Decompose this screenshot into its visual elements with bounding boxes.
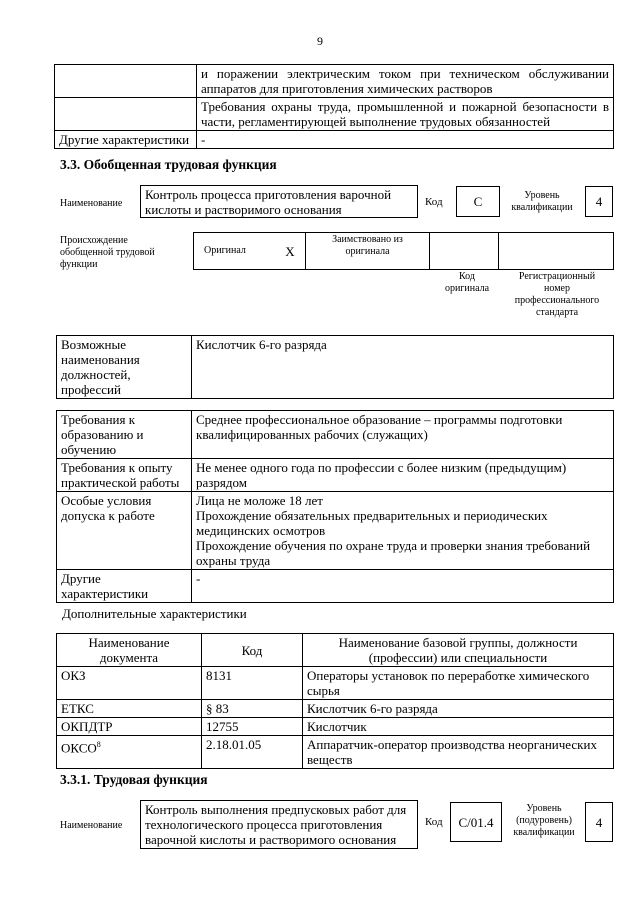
function-name: Контроль выполнения предпусковых работ для технологического процесса приготовления варочной кислоты и растворимого основания: [140, 800, 418, 849]
code-label: Код: [425, 816, 443, 828]
table-cell: § 83: [202, 700, 303, 718]
table-row: [57, 492, 614, 570]
table-cell: Аппаратчик-оператор производства неорганических веществ: [303, 736, 614, 769]
table-cell: ОКПДТР: [57, 718, 202, 736]
level-label: Уровень (подуровень) квалификации: [513, 803, 575, 838]
table-row: [57, 570, 614, 603]
origin-code-cell: [430, 233, 499, 270]
table-cell: Другие характеристики: [55, 131, 197, 149]
table-cell: 2.18.01.05: [202, 736, 303, 769]
table-row: [57, 667, 614, 700]
positions-table: [56, 335, 614, 399]
origin-label: Происхождение обобщенной трудовой функции: [60, 235, 155, 270]
requirement-value: Лица не моложе 18 лет Прохождение обязательных предварительных и периодических медицинских осмотров Прохождение обучения по охране труда и проверки знания требований охраны труда: [192, 492, 614, 570]
origin-table: [193, 232, 614, 270]
requirement-label: Требования к опыту практической работы: [57, 459, 192, 492]
table-header-row: [57, 634, 614, 667]
origin-original: Оригинал: [194, 233, 276, 270]
table-row: [57, 700, 614, 718]
column-header: Наименование документа: [57, 634, 202, 667]
table-row: [55, 98, 614, 131]
requirement-label: Особые условия допуска к работе: [57, 492, 192, 570]
name-label: Наименование: [60, 198, 123, 209]
code-label: Код: [425, 196, 443, 208]
table-cell: ЕТКС: [57, 700, 202, 718]
requirement-label: Другие характеристики: [57, 570, 192, 603]
code-value: C/01.4: [450, 802, 502, 842]
top-table: [54, 64, 614, 149]
level-label: Уровень квалификации: [511, 190, 573, 213]
code-value: C: [456, 186, 500, 217]
origin-mark: X: [275, 233, 306, 270]
table-cell: Кислотчик: [303, 718, 614, 736]
table-row: [57, 411, 614, 459]
table-cell: Кислотчик 6-го разряда: [303, 700, 614, 718]
table-row: [55, 131, 614, 149]
table-row: [57, 459, 614, 492]
table-cell: Операторы установок по переработке химического сырья: [303, 667, 614, 700]
requirement-value: -: [192, 570, 614, 603]
requirements-table: [56, 410, 614, 603]
table-cell: и поражении электрическим током при техническом обслуживании аппаратов для приготовления химических растворов: [197, 65, 614, 98]
table-row: [57, 736, 614, 769]
table-cell: ОКСО$^8$: [57, 736, 202, 769]
name-label: Наименование: [60, 820, 123, 831]
table-row: [55, 65, 614, 98]
footnote-marker: 8: [96, 740, 101, 749]
table-cell: 8131: [202, 667, 303, 700]
origin-borrowed: Заимствовано из оригинала: [306, 233, 430, 270]
table-cell: -: [197, 131, 614, 149]
table-cell: [55, 65, 197, 98]
table-cell: ОКЗ: [57, 667, 202, 700]
table-cell: Требования охраны труда, промышленной и пожарной безопасности в части, регламентирующей выполнение трудовых обязанностей: [197, 98, 614, 131]
section-heading: 3.3. Обобщенная трудовая функция: [60, 157, 277, 172]
positions-label: Возможные наименования должностей, профессий: [57, 336, 192, 399]
table-row: [57, 718, 614, 736]
positions-value: Кислотчик 6-го разряда: [192, 336, 614, 399]
page-number: 9: [317, 34, 323, 48]
origin-reg-caption: Регистрационный номер профессионального стандарта: [514, 271, 600, 318]
function-name: Контроль процесса приготовления варочной кислоты и растворимого основания: [140, 185, 418, 218]
origin-reg-cell: [499, 233, 614, 270]
level-value: 4: [585, 186, 613, 217]
requirement-value: Не менее одного года по профессии с более низким (предыдущим) разрядом: [192, 459, 614, 492]
requirement-label: Требования к образованию и обучению: [57, 411, 192, 459]
subsection-heading: 3.3.1. Трудовая функция: [60, 772, 208, 787]
table-cell: [55, 98, 197, 131]
column-header: Наименование базовой группы, должности (профессии) или специальности: [303, 634, 614, 667]
origin-code-caption: Код оригинала: [444, 271, 490, 294]
level-value: 4: [585, 802, 613, 842]
table-cell: 12755: [202, 718, 303, 736]
additional-title: Дополнительные характеристики: [62, 606, 247, 621]
requirement-value: Среднее профессиональное образование – программы подготовки квалифицированных рабочих (служащих): [192, 411, 614, 459]
additional-table: [56, 633, 614, 769]
column-header: Код: [202, 634, 303, 667]
